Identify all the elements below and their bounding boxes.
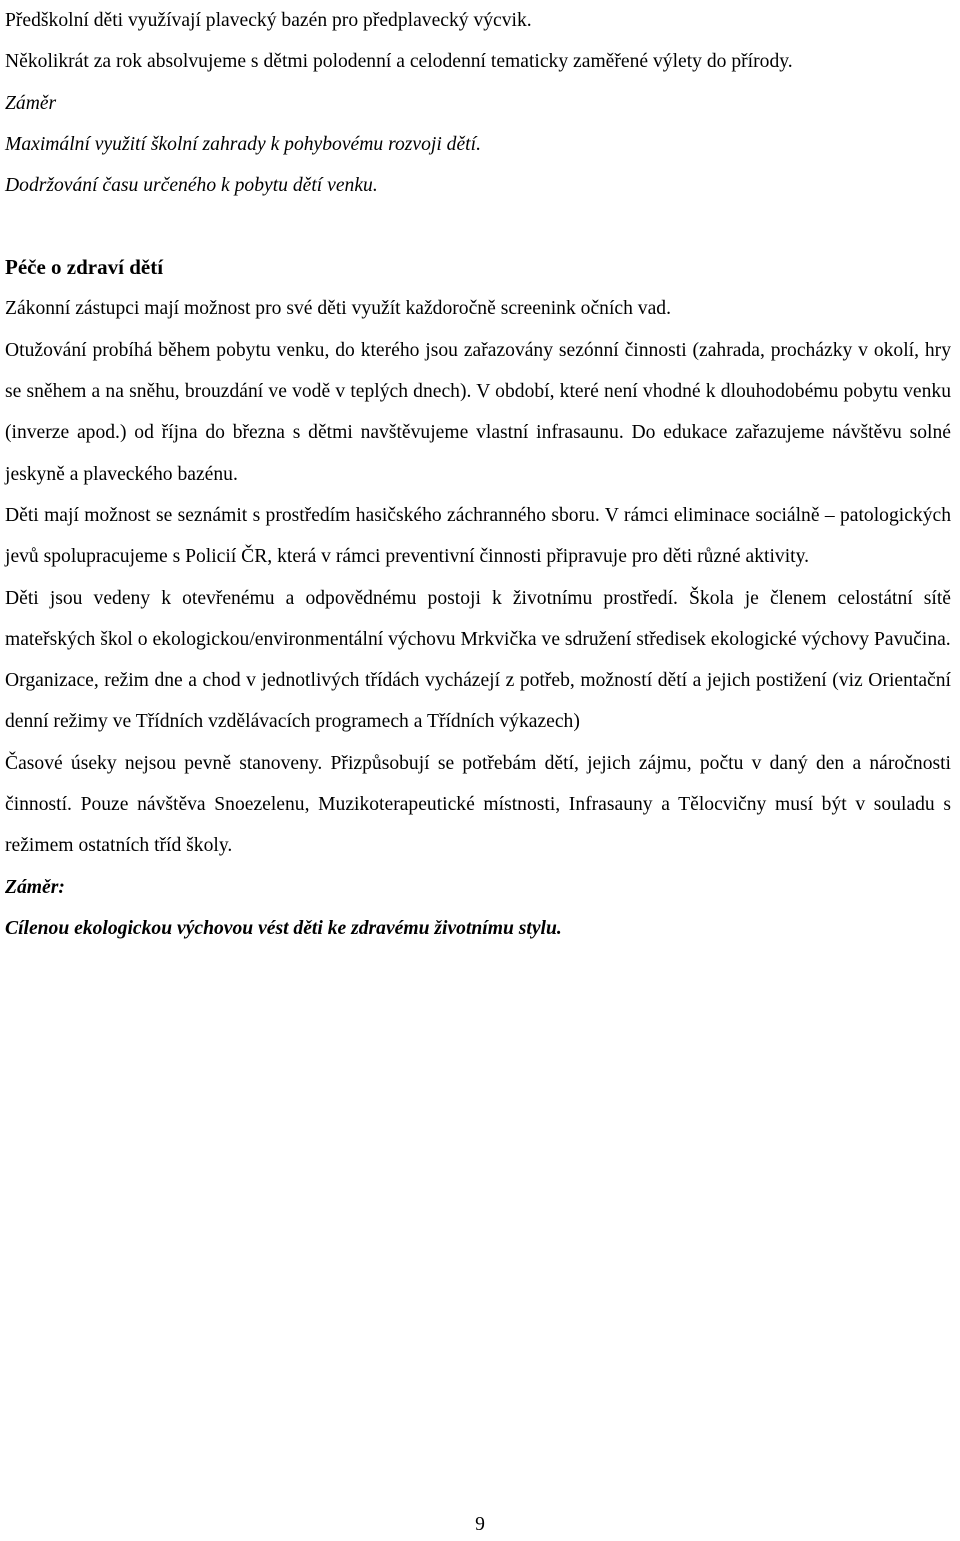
paragraph-ecology: Děti jsou vedeny k otevřenému a odpovědnému postoji k životnímu prostředí. Škola je členem celostátní sítě mateřských škol o ekologickou/environmentální výchovu Mrkvička ve sdružení středisek ekologické výchovy Pavučina. (5, 587, 951, 650)
document-page (5, 0, 951, 949)
aim-label-2: Záměr: (5, 876, 65, 898)
page-number: 9 (475, 1514, 485, 1535)
section-heading: Péče o zdraví dětí (5, 255, 164, 280)
aim-label: Záměr (5, 92, 57, 114)
spacer (5, 206, 951, 247)
aim-text-2: Cílenou ekologickou výchovou vést děti ke zdravému životnímu stylu. (5, 917, 562, 939)
paragraph-time-blocks: Časové úseky nejsou pevně stanoveny. Přizpůsobují se potřebám dětí, jejich zájmu, počtu v daný den a náročnosti činností. Pouze návštěva Snoezelenu, Muzikoterapeutické místnosti, Infrasauny a Tělocvičny musí být v souladu s režimem ostatních tříd školy. (5, 752, 951, 857)
paragraph-fire-police: Děti mají možnost se seznámit s prostředím hasičského záchranného sboru. V rámci eliminace sociálně – patologických jevů spolupracujeme s Policií ČR, která v rámci preventivní činnosti připravuje pro děti různé aktivity. (5, 504, 951, 568)
paragraph-trips: Několikrát za rok absolvujeme s dětmi polodenní a celodenní tematicky zaměřené výlety do přírody. (5, 51, 793, 73)
paragraph-screening: Zákonní zástupci mají možnost pro své děti využít každoročně screenink očních vad. (5, 298, 671, 320)
aim-line-garden: Maximální využití školní zahrady k pohybovému rozvoji dětí. (5, 133, 481, 155)
paragraph-hardening: Otužování probíhá během pobytu venku, do kterého jsou zařazovány sezónní činnosti (zahrada, procházky v okolí, hry se sněhem a na sněhu, brouzdání ve vodě v teplých dnech). V období, které není vhodné k dlouhodobému pobytu venku (inverze apod.) od října do března s dětmi navštěvujeme vlastní infrasaunu. Do edukace zařazujeme návštěvu solné jeskyně a plaveckého bazénu. (5, 339, 951, 485)
paragraph-swimming: Předškolní děti využívají plavecký bazén pro předplavecký výcvik. (5, 10, 532, 31)
paragraph-organization: Organizace, režim dne a chod v jednotlivých třídách vycházejí z potřeb, možností dětí a jejich postižení (viz Orientační denní režimy ve Třídních vzdělávacích programech a Třídních výkazech) (5, 670, 951, 733)
aim-line-outdoor-time: Dodržování času určeného k pobytu dětí venku. (5, 175, 378, 197)
